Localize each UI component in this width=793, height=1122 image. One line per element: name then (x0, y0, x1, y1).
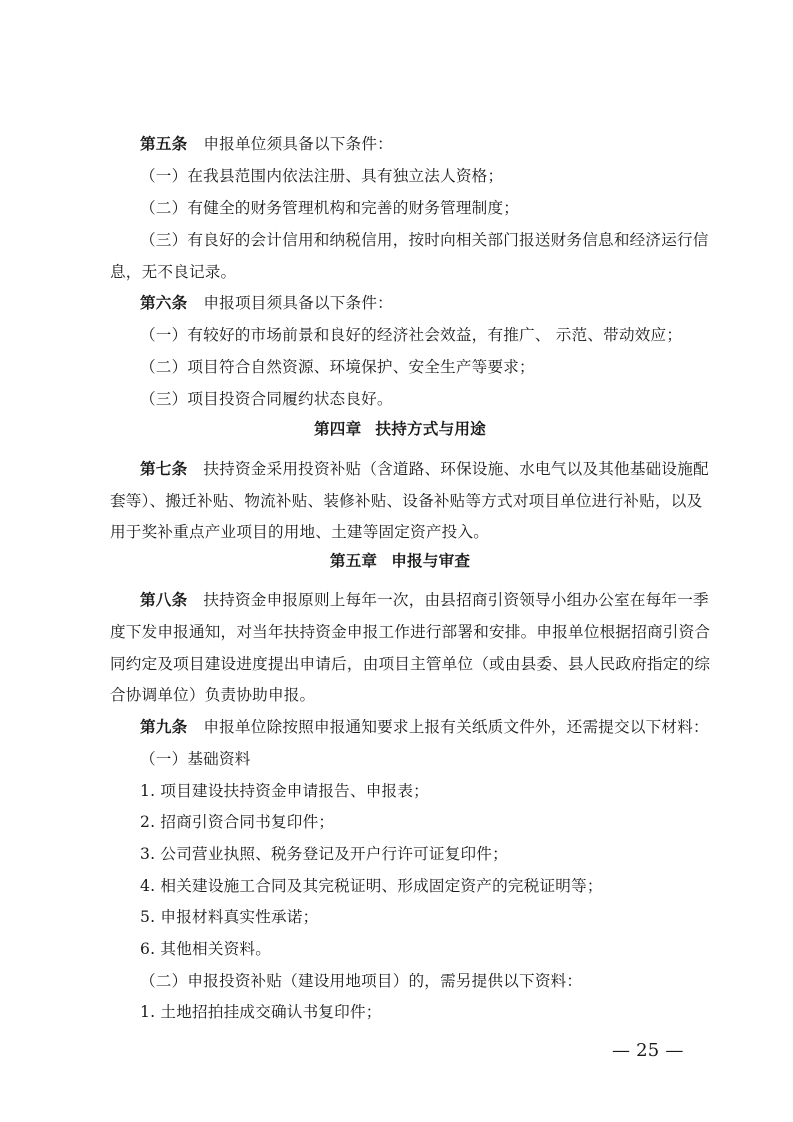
article-6-item-3: （三）项目投资合同履约状态良好。 (140, 390, 393, 408)
list-item: 4. 相关建设施工合同及其完税证明、形成固定资产的完税证明等； (140, 877, 603, 895)
article-8-title: 第八条 (140, 591, 188, 609)
article-5-item-3-cont: 息，无不良记录。 (110, 263, 237, 281)
article-5-item-2: （二）有健全的财务管理机构和完善的财务管理制度； (140, 199, 520, 217)
list-item: 3. 公司营业执照、税务登记及开户行许可证复印件； (140, 845, 508, 863)
chapter-5-heading (110, 551, 690, 571)
article-6-item-2: （二）项目符合自然资源、环境保护、安全生产等要求； (140, 358, 535, 376)
article-7-line-2: 套等）、搬迁补贴、物流补贴、装修补贴、设备补贴等方式对项目单位进行补贴，以及 (110, 492, 703, 510)
chapter-4-number: 第四章 (314, 420, 362, 438)
article-9-subsection-1: （一）基础资料 (140, 750, 251, 768)
article-7-title: 第七条 (140, 460, 188, 478)
list-item: 2. 招商引资合同书复印件； (140, 813, 335, 831)
chapter-4-title: 扶持方式与用途 (375, 420, 486, 438)
list-item: 1. 土地招拍挂成交确认书复印件； (140, 1003, 382, 1021)
chapter-5-title: 申报与审查 (391, 552, 471, 570)
article-9-subsection-2: （二）申报投资补贴（建设用地项目）的，需另提供以下资料： (140, 972, 583, 990)
list-item: 1. 项目建设扶持资金申请报告、申报表； (140, 782, 429, 800)
article-6-item-1: （一）有较好的市场前景和良好的经济社会效益，有推广、 示范、带动效应； (140, 326, 683, 344)
chapter-5-number: 第五章 (329, 552, 378, 570)
article-6-title: 第六条 (140, 294, 188, 312)
article-7-text: 扶持资金采用投资补贴（含道路、环保设施、水电气以及其他基础设施配 (203, 460, 709, 478)
article-8-line-1 (140, 590, 720, 610)
article-8-line-2: 度下发申报通知，对当年扶持资金申报工作进行部署和安排。申报单位根据招商引资合 (110, 623, 711, 641)
article-9-title: 第九条 (140, 718, 188, 736)
list-item: 6. 其他相关资料。 (140, 940, 271, 958)
article-9-text: 申报单位除按照申报通知要求上报有关纸质文件外，还需提交以下材料： (203, 718, 709, 736)
chapter-4-heading (110, 419, 690, 439)
article-5-text: 申报单位须具备以下条件： (203, 135, 393, 153)
article-5-item-3: （三）有良好的会计信用和纳税信用，按时向相关部门报送财务信息和经济运行信 (140, 231, 709, 249)
article-6-text: 申报项目须具备以下条件： (203, 294, 393, 312)
page-number: — 25 — (612, 1040, 684, 1061)
article-5-title: 第五条 (140, 135, 188, 153)
article-8-text: 扶持资金申报原则上每年一次，由县招商引资领导小组办公室在每年一季 (203, 591, 709, 609)
article-5-heading (140, 134, 720, 154)
article-7-line-3: 用于奖补重点产业项目的用地、土建等固定资产投入。 (110, 523, 490, 541)
article-8-line-3: 同约定及项目建设进度提出申请后，由项目主管单位（或由县委、县人民政府指定的综 (110, 655, 711, 673)
list-item: 5. 申报材料真实性承诺； (140, 908, 319, 926)
article-9-heading (140, 717, 720, 737)
article-6-heading (140, 293, 720, 313)
article-7-line-1 (140, 459, 720, 479)
article-5-item-1: （一）在我县范围内依法注册、具有独立法人资格； (140, 167, 504, 185)
article-8-line-4: 合协调单位）负责协助申报。 (110, 686, 316, 704)
